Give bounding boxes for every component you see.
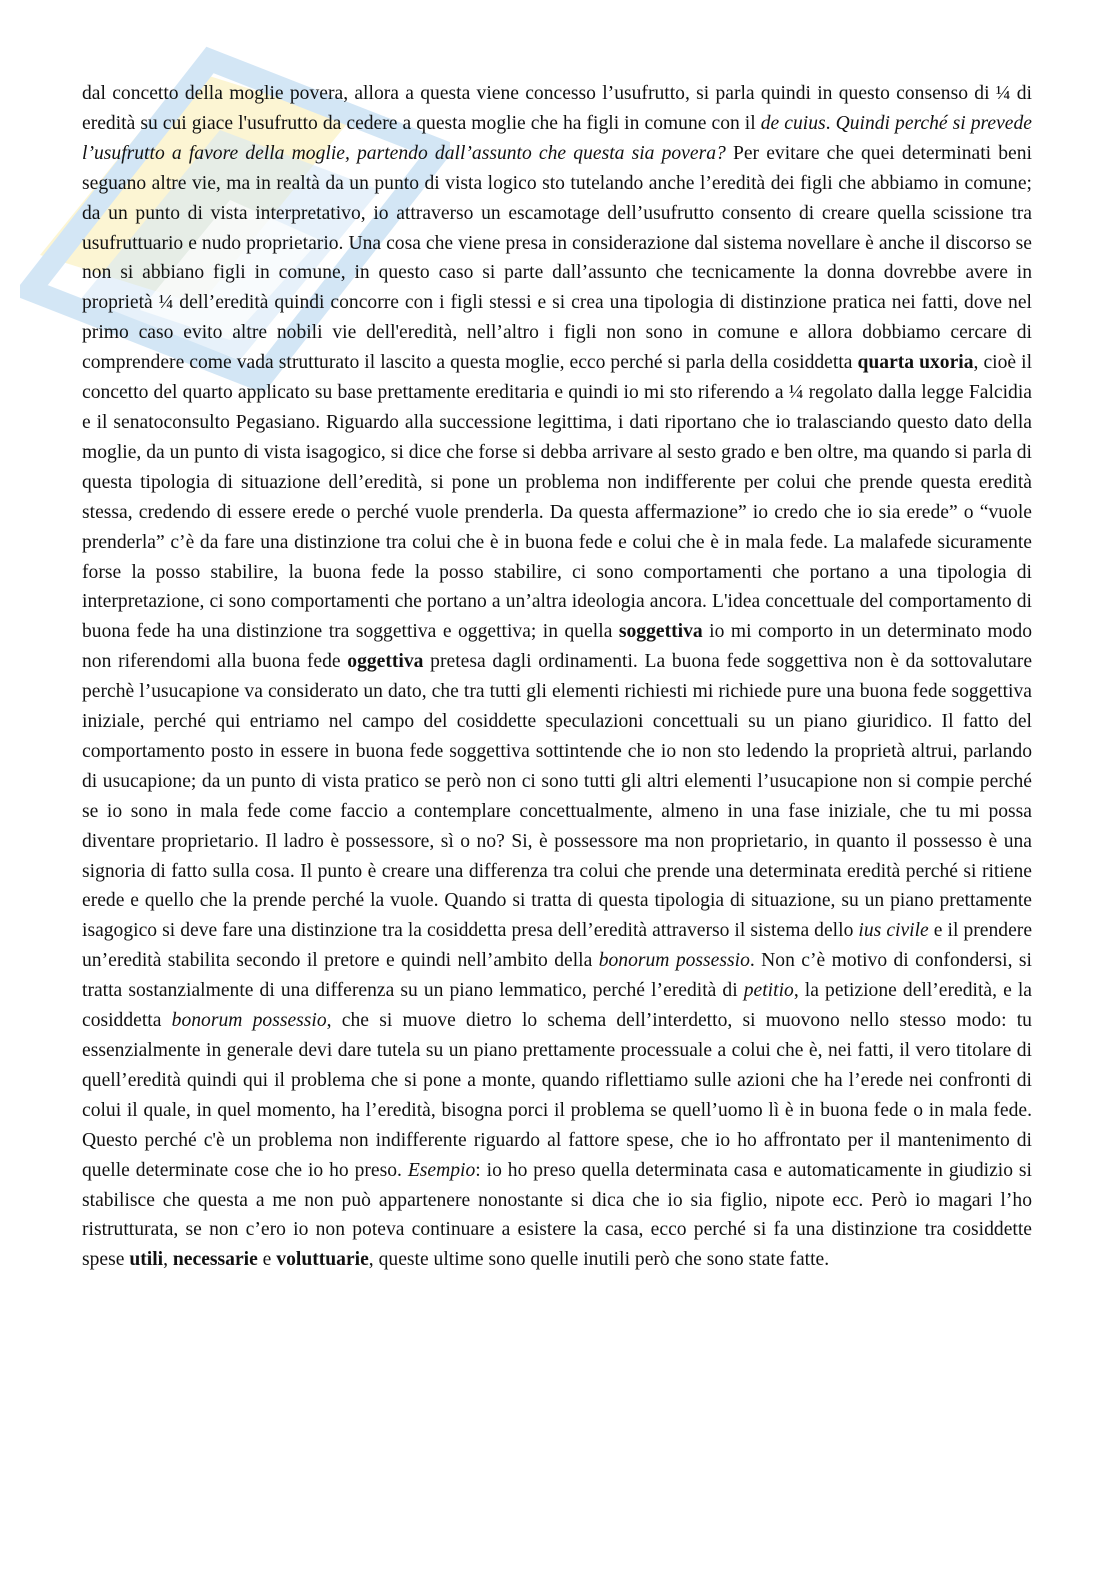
italic-term: ius civile bbox=[858, 920, 929, 942]
text-run: : io ho preso quella determinata casa e automaticamente in giudizio si stabilisce che questa a me non può appartenere nonostante si dica che io sia figlio, nipote ecc. Però io magari l’ho ristrutturata, se non c’ero io non poteva continuare a esistere la casa, ecco perché si fa una distinzione tra cosiddette spese bbox=[82, 1159, 1032, 1271]
text-run: , che si muove dietro lo schema dell’interdetto, si muovono nello stesso modo: tu essenzialmente in generale devi dare tutela su un piano prettamente processuale a colui che è, nei fatti, il vero titolare di quell’eredità quindi qui il problema che si pone a monte, quando riflettiamo sulle azioni che ha l’erede nei confronti di colui il quale, in quel momento, ha l’eredità, bisogna porci il problema se quell’uomo lì è in buona fede o in mala fede. Questo perché c'è un problema non indifferente riguardo al fattore spese, che io ho affrontato per il mantenimento di quelle determinate cose che io ho preso. bbox=[82, 1010, 1032, 1181]
text-run: , bbox=[163, 1249, 173, 1271]
bold-term: voluttuarie bbox=[276, 1249, 369, 1271]
italic-term: petitio bbox=[743, 980, 794, 1002]
text-run: io mi comporto in un determinato modo non riferendomi alla buona fede bbox=[82, 621, 1032, 673]
bold-term: quarta uxoria bbox=[857, 352, 974, 374]
bold-term: oggettiva bbox=[347, 651, 424, 673]
text-run: . bbox=[825, 112, 836, 134]
text-run: Per evitare che quei determinati beni seguano altre vie, ma in realtà da un punto di vista logico sto tutelando anche l’eredità dei figli che abbiamo in comune; da un punto di vista interpretativo, io attraverso un escamotage dell’usufrutto consento di creare quella scissione tra usufruttuario e nudo proprietario. Una cosa che viene presa in considerazione dal sistema novellare è anche il discorso se non si abbiano figli in comune, in questo caso si parte dall’assunto che tecnicamente la donna dovrebbe avere in proprietà ¼ dell’eredità quindi concorre con i figli stessi e si crea una tipologia di distinzione pratica nei fatti, dove nel primo caso evito altre nobili vie dell'eredità, nell’altro i figli non sono in comune e allora dobbiamo cercare di comprendere come vada strutturato il lascito a questa moglie, ecco perché si parla della cosiddetta bbox=[82, 142, 1032, 374]
text-run: , cioè il concetto del quarto applicato su base prettamente ereditaria e quindi io mi sto riferendo a ¼ regolato dalla legge Falcidia e il senatoconsulto Pegasiano. Riguardo alla successione legittima, i dati riportano che io tralasciando questo dato della moglie, da un punto di vista isagogico, si dice che forse si debba arrivare al sesto grado e ben oltre, ma quando si parla di questa tipologia di situazione dell’eredità, si pone un problema non indifferente per colui che prende questa eredità stessa, credendo di essere erede o perché vuole prenderla. Da questa affermazione” io credo che io sia erede” o “vuole prenderla” c’è da fare una distinzione tra colui che è in buona fede e colui che è in mala fede. La malafede sicuramente forse la posso stabilire, la buona fede la posso stabilire, ci sono comportamenti che portano a una tipologia di interpretazione, ci sono comportamenti che portano a un’altra ideologia ancora. L'idea concettuale del comportamento di buona fede ha una distinzione tra soggettiva e oggettiva; in quella bbox=[82, 352, 1033, 643]
text-run: . Non c’è motivo di confondersi, si tratta sostanzialmente di una differenza su un piano lemmatico, perché l’eredità di bbox=[82, 950, 1032, 1002]
bold-term: soggettiva bbox=[618, 621, 703, 643]
italic-term: Esempio bbox=[407, 1159, 476, 1181]
bold-term: necessarie bbox=[172, 1249, 258, 1271]
italic-term: de cuius bbox=[760, 112, 826, 134]
text-run: , la petizione dell’eredità, e la cosiddetta bbox=[82, 980, 1032, 1032]
text-run: pretesa dagli ordinamenti. La buona fede soggettiva non è da sottovalutare perchè l’usucapione va considerato un dato, che tra tutti gli elementi richiesti mi richiede pure una buona fede soggettiva iniziale, perché qui entriamo nel campo del cosiddette speculazioni concettuali su un piano giuridico. Il fatto del comportamento posto in essere in buona fede soggettiva sottintende che io non sto ledendo la proprietà altrui, parlando di usucapione; da un punto di vista pratico se però non ci sono tutti gli altri elementi l’usucapione non si compie perché se io sono in mala fede come faccio a contemplare concettualmente, almeno in una fase iniziale, che tu mi possa diventare proprietario. Il ladro è possessore, sì o no? Si, è possessore ma non proprietario, in quanto il possesso è una signoria di fatto sulla cosa. Il punto è creare una differenza tra colui che prende una determinata eredità perché si ritiene erede e quello che la prende perché la vuole. Quando si tratta di questa tipologia di situazione, su un piano prettamente isagogico si deve fare una distinzione tra la cosiddetta presa dell’eredità attraverso il sistema dello bbox=[82, 651, 1033, 942]
text-run: , queste ultime sono quelle inutili però che sono state fatte. bbox=[368, 1249, 830, 1271]
italic-term: bonorum possessio bbox=[598, 950, 750, 972]
document-body bbox=[82, 79, 1032, 1275]
text-run: dal concetto della moglie povera, allora a questa viene concesso l’usufrutto, si parla quindi in questo consenso di ¼ di eredità su cui giace l'usufrutto da cedere a questa moglie che ha figli in comune con il bbox=[82, 83, 1032, 134]
italic-term: bonorum possessio bbox=[171, 1010, 327, 1032]
text-run: e il prendere un’eredità stabilita secondo il pretore e quindi nell’ambito della bbox=[82, 920, 1033, 972]
italic-term: Quindi perché si prevede l’usufrutto a favore della moglie, partendo dall’assunto che questa sia povera? bbox=[82, 112, 1033, 164]
text-run: e bbox=[257, 1249, 277, 1271]
bold-term: utili bbox=[129, 1249, 164, 1271]
